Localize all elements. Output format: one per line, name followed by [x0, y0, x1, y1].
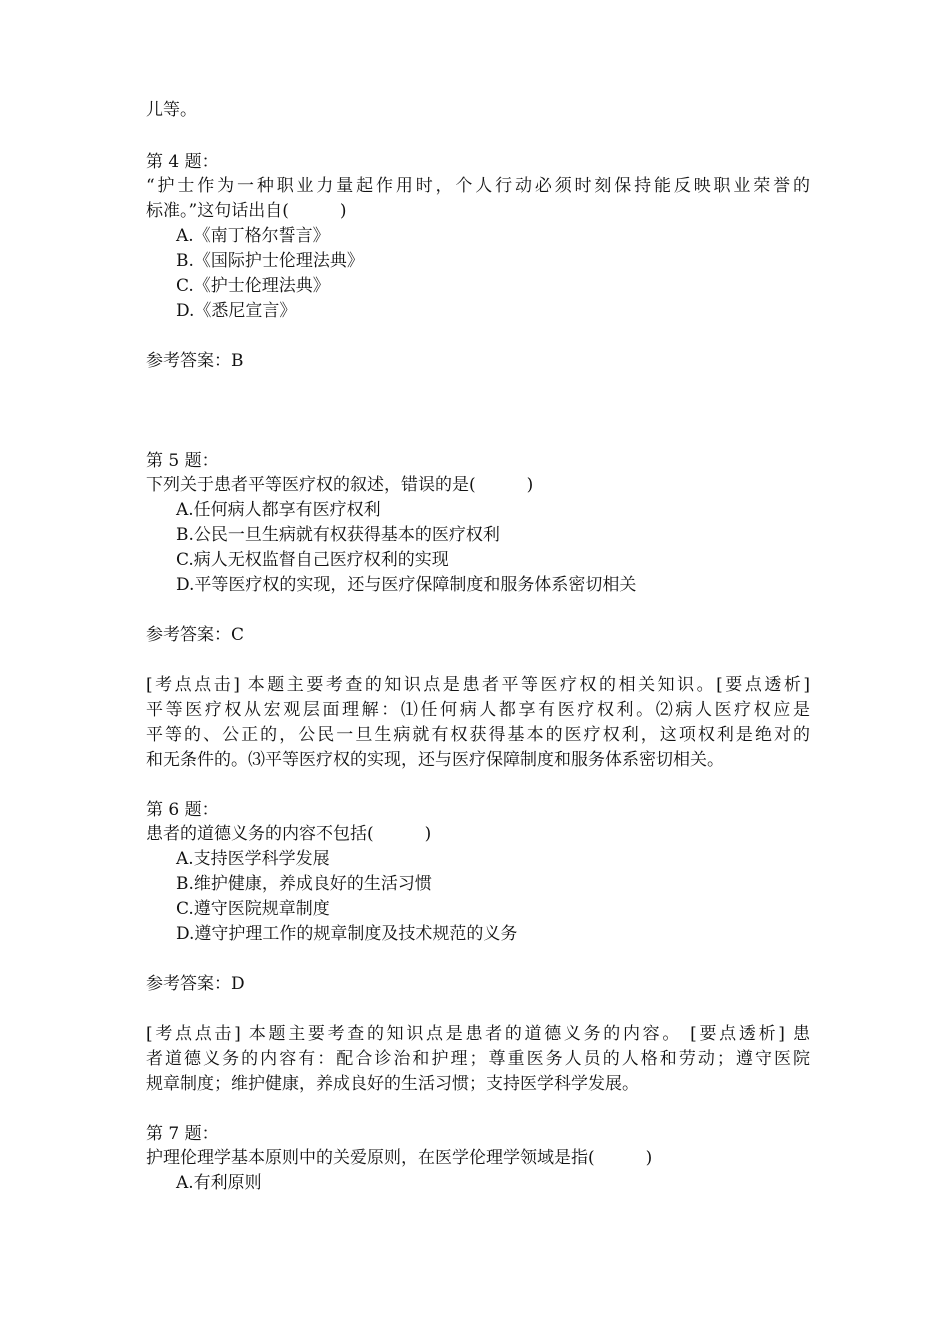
question-4-option-b: B.《国际护士伦理法典》 — [176, 251, 364, 271]
question-6-option-a: A.支持医学科学发展 — [176, 849, 330, 869]
question-6-number: 第 6 题： — [146, 800, 219, 820]
question-7-number: 第 7 题： — [146, 1124, 219, 1144]
question-5-analysis-line-4: 和无条件的。⑶平等医疗权的实现，还与医疗保障制度和服务体系密切相关。 — [146, 750, 724, 770]
question-4-option-d: D.《悉尼宣言》 — [176, 301, 297, 321]
question-6-analysis-line-1: [考点点击] 本题主要考查的知识点是患者的道德义务的内容。 [要点透析] 患 — [146, 1024, 810, 1044]
question-5-option-a: A.任何病人都享有医疗权利 — [176, 500, 381, 520]
question-6-analysis-line-3: 规章制度；维护健康，养成良好的生活习惯；支持医学科学发展。 — [146, 1074, 639, 1094]
question-4-stem-line-1: “护士作为一种职业力量起作用时，个人行动必须时刻保持能反映职业荣誉的 — [146, 176, 810, 196]
question-4-stem-line-2: 标准。”这句话出自( ) — [146, 201, 347, 221]
question-6-option-c: C.遵守医院规章制度 — [176, 899, 330, 919]
question-5-stem: 下列关于患者平等医疗权的叙述，错误的是( ) — [146, 475, 534, 495]
question-4-option-a: A.《南丁格尔誓言》 — [176, 226, 330, 246]
continuation-text: 儿等。 — [146, 100, 197, 120]
question-5-analysis-line-1: [考点点击] 本题主要考查的知识点是患者平等医疗权的相关知识。[要点透析] — [146, 675, 810, 695]
question-4-number: 第 4 题： — [146, 152, 219, 172]
question-5-option-c: C.病人无权监督自己医疗权利的实现 — [176, 550, 449, 570]
question-7-option-a: A.有利原则 — [176, 1173, 262, 1193]
question-5-number: 第 5 题： — [146, 451, 219, 471]
question-5-analysis-line-3: 平等的、公正的，公民一旦生病就有权获得基本的医疗权利，这项权利是绝对的 — [146, 725, 810, 745]
question-5-answer: 参考答案：C — [146, 625, 245, 645]
question-6-stem: 患者的道德义务的内容不包括( ) — [146, 824, 432, 844]
question-6-option-b: B.维护健康，养成良好的生活习惯 — [176, 874, 432, 894]
question-6-option-d: D.遵守护理工作的规章制度及技术规范的义务 — [176, 924, 518, 944]
question-4-option-c: C.《护士伦理法典》 — [176, 276, 330, 296]
question-7-stem: 护理伦理学基本原则中的关爱原则，在医学伦理学领域是指( ) — [146, 1148, 653, 1168]
question-6-answer: 参考答案：D — [146, 974, 245, 994]
question-6-analysis-line-2: 者道德义务的内容有：配合诊治和护理；尊重医务人员的人格和劳动；遵守医院 — [146, 1049, 810, 1069]
question-5-option-b: B.公民一旦生病就有权获得基本的医疗权利 — [176, 525, 500, 545]
question-4-answer: 参考答案：B — [146, 351, 244, 371]
question-5-analysis-line-2: 平等医疗权从宏观层面理解：⑴任何病人都享有医疗权利。⑵病人医疗权应是 — [146, 700, 810, 720]
question-5-option-d: D.平等医疗权的实现，还与医疗保障制度和服务体系密切相关 — [176, 575, 637, 595]
